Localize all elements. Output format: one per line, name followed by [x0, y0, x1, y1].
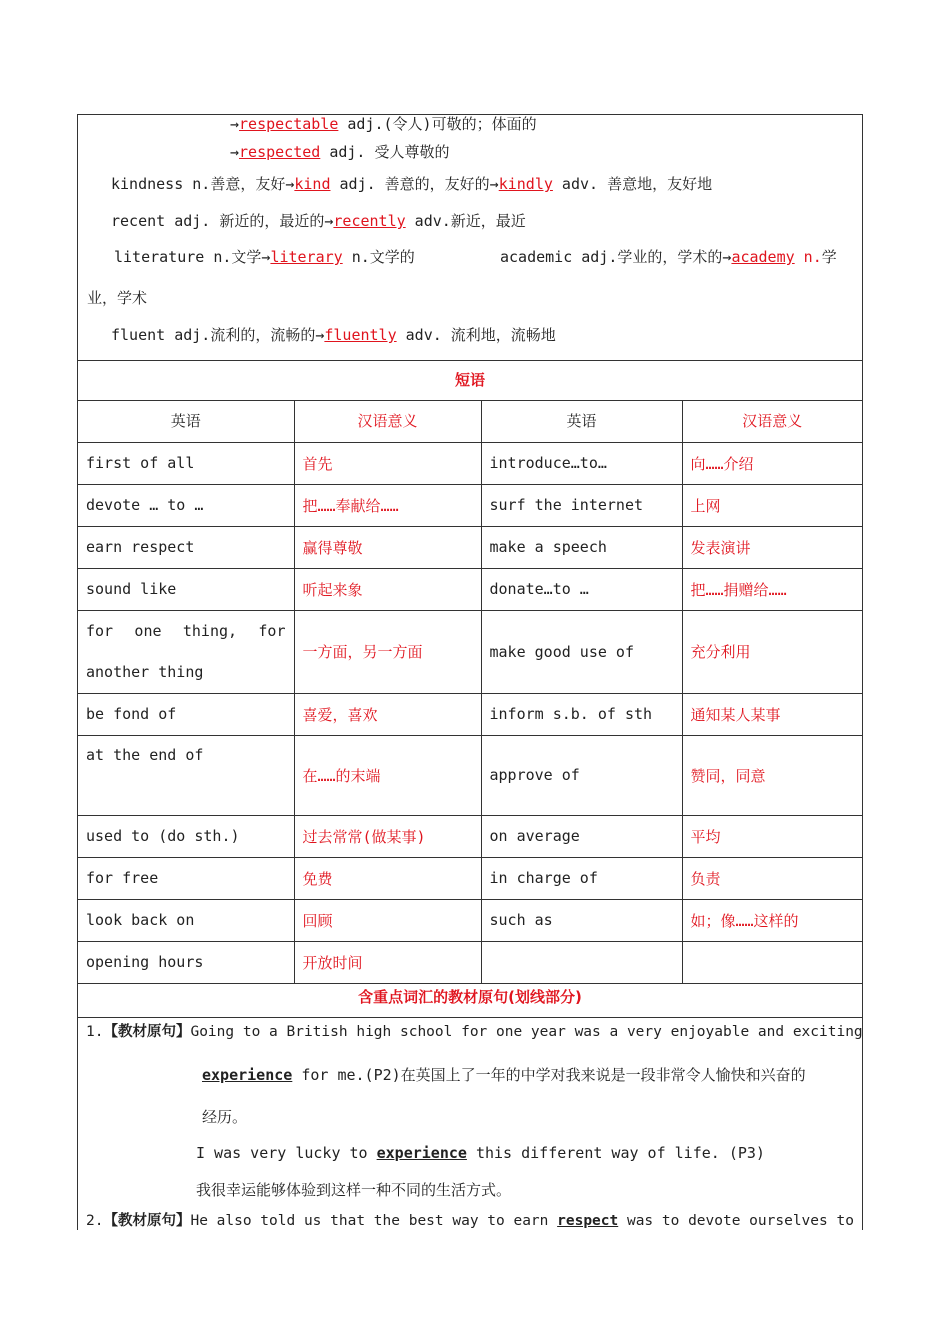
document-frame	[77, 114, 863, 1230]
phrase-en: opening hours	[78, 941, 294, 983]
answer-respected: respected	[239, 143, 321, 161]
phrase-zh: 把……奉献给……	[294, 484, 481, 526]
table-row	[78, 735, 862, 815]
phrase-en: earn respect	[78, 526, 294, 568]
vocab-line-academic: academic adj.学业的，学术的→academy n.学	[500, 248, 837, 266]
header-english: 英语	[481, 400, 682, 442]
vocab-line-continuation: 业，学术	[87, 289, 148, 307]
phrase-zh: 上网	[682, 484, 862, 526]
phrases-section-title: 短语	[78, 360, 862, 401]
table-row	[78, 815, 862, 857]
table-row	[78, 484, 862, 526]
phrase-zh: 一方面，另一方面	[294, 610, 481, 693]
vocab-line-kindness: kindness n.善意，友好→kind adj. 善意的，友好的→kindly adv. 善意地，友好地	[111, 175, 713, 193]
keyword-experience: experience	[376, 1144, 467, 1162]
sentence-1-line-3: 经历。	[202, 1108, 248, 1126]
vocab-line-fluent: fluent adj.流利的，流畅的→fluently adv. 流利地，流畅地	[111, 326, 556, 344]
answer-fluently: fluently	[324, 326, 397, 344]
header-chinese: 汉语意义	[294, 400, 481, 442]
sentence-1-translation: 我很幸运能够体验到这样一种不同的生活方式。	[196, 1181, 512, 1199]
phrase-zh: 过去常常(做某事)	[294, 815, 481, 857]
table-row	[78, 693, 862, 735]
vocab-line-literature: literature n.文学→literary n.文学的	[114, 248, 415, 266]
header-chinese: 汉语意义	[682, 400, 862, 442]
table-row	[78, 568, 862, 610]
vocab-line-respectable: →respectable adj.(令人)可敬的；体面的	[230, 115, 537, 133]
phrase-en: at the end of	[78, 735, 294, 815]
phrase-zh: 赞同，同意	[682, 735, 862, 815]
answer-respectable: respectable	[239, 115, 339, 133]
vocabulary-section	[78, 115, 862, 361]
phrase-en: for one thing, for another thing	[78, 610, 294, 693]
phrase-en: make a speech	[481, 526, 682, 568]
sentence-1-example: I was very lucky to experience this different way of life. (P3)	[196, 1144, 765, 1162]
phrase-zh: 听起来象	[294, 568, 481, 610]
phrase-en: make good use of	[481, 610, 682, 693]
phrase-en: introduce…to…	[481, 442, 682, 484]
phrase-en: on average	[481, 815, 682, 857]
phrase-zh: 免费	[294, 857, 481, 899]
phrase-en: first of all	[78, 442, 294, 484]
answer-literary: literary	[270, 248, 343, 266]
phrase-en: devote … to …	[78, 484, 294, 526]
vocab-line-recent: recent adj. 新近的，最近的→recently adv.新近，最近	[111, 212, 526, 230]
answer-recently: recently	[333, 212, 406, 230]
phrase-zh: 赢得尊敬	[294, 526, 481, 568]
phrases-table	[78, 400, 862, 984]
phrase-en: used to (do sth.)	[78, 815, 294, 857]
table-row	[78, 526, 862, 568]
keyword-experience: experience	[202, 1066, 293, 1084]
phrase-zh: 喜爱，喜欢	[294, 693, 481, 735]
sentence-tag: 【教材原句】	[103, 1024, 191, 1040]
phrase-zh: 平均	[682, 815, 862, 857]
phrase-en: inform s.b. of sth	[481, 693, 682, 735]
table-row	[78, 899, 862, 941]
phrase-en: for free	[78, 857, 294, 899]
answer-kindly: kindly	[498, 175, 553, 193]
sentence-1-line-1: 1.【教材原句】Going to a British high school for one year was a very enjoyable and exciting	[86, 1024, 863, 1040]
phrase-zh: 开放时间	[294, 941, 481, 983]
sentence-2-line-1: 2.【教材原句】He also told us that the best way to earn respect was to devote ourselves to	[86, 1213, 854, 1229]
phrase-en: surf the internet	[481, 484, 682, 526]
phrase-en: donate…to …	[481, 568, 682, 610]
phrases-header-row	[78, 400, 862, 442]
header-english: 英语	[78, 400, 294, 442]
table-row	[78, 610, 862, 693]
phrase-en: be fond of	[78, 693, 294, 735]
phrase-en: sound like	[78, 568, 294, 610]
phrase-en: such as	[481, 899, 682, 941]
vocab-line-respected: →respected adj. 受人尊敬的	[230, 143, 450, 161]
phrase-zh: 如；像……这样的	[682, 899, 862, 941]
phrase-zh: 发表演讲	[682, 526, 862, 568]
phrase-en: in charge of	[481, 857, 682, 899]
sentence-1-line-2: experience for me.(P2)在英国上了一年的中学对我来说是一段非常令人愉快和兴奋的	[202, 1066, 806, 1084]
phrase-en: approve of	[481, 735, 682, 815]
table-row	[78, 857, 862, 899]
table-row	[78, 442, 862, 484]
phrase-zh: 回顾	[294, 899, 481, 941]
phrase-zh: 把……捐赠给……	[682, 568, 862, 610]
sentences-section-title: 含重点词汇的教材原句(划线部分)	[78, 977, 862, 1018]
phrase-zh: 首先	[294, 442, 481, 484]
phrase-zh: 在……的末端	[294, 735, 481, 815]
answer-kind: kind	[294, 175, 331, 193]
phrase-en: look back on	[78, 899, 294, 941]
phrase-zh: 向……介绍	[682, 442, 862, 484]
phrase-zh: 负责	[682, 857, 862, 899]
answer-academy: academy	[731, 248, 795, 266]
keyword-respect: respect	[557, 1213, 619, 1229]
sentence-tag: 【教材原句】	[103, 1213, 191, 1229]
phrase-zh: 充分利用	[682, 610, 862, 693]
phrase-zh: 通知某人某事	[682, 693, 862, 735]
